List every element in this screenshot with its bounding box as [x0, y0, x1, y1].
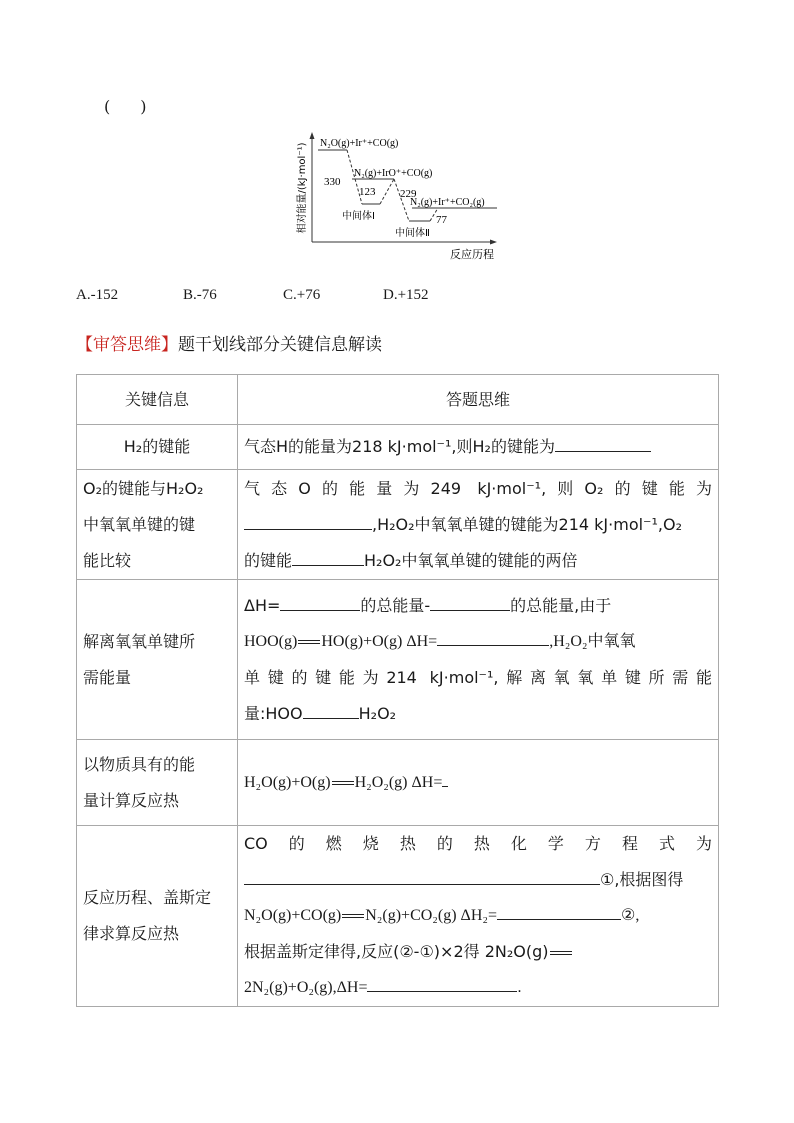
table-row: [77, 740, 719, 826]
equals-arrow: [332, 781, 354, 785]
row2-key: [77, 470, 238, 580]
row4-key-line1: 以物质具有的能: [83, 754, 196, 774]
blank-dh2[interactable]: [497, 905, 621, 920]
row3-key: [77, 580, 238, 740]
equals-arrow: [550, 951, 572, 955]
row3-line4a: 量:HOO: [244, 703, 303, 723]
row5-line2: ①,根据图得: [600, 870, 684, 889]
row3-key-line2: 需能量: [83, 667, 132, 687]
blank-compare[interactable]: [292, 551, 364, 566]
table-row: [77, 425, 719, 470]
table-row: [77, 470, 719, 580]
blank-products[interactable]: [280, 596, 360, 611]
row5-line3b: N₂(g)+CO₂(g) ΔH₂=: [365, 907, 497, 924]
row2-key-line2: 中氧氧单键的键: [83, 514, 196, 534]
option-d[interactable]: D.+152: [383, 287, 429, 303]
equals-arrow: [342, 914, 364, 918]
blank-dh-hoo[interactable]: [437, 631, 549, 646]
row3-line2a: HOO(g): [244, 632, 298, 650]
section-title: 题干划线部分关键信息解读: [178, 335, 382, 355]
paren-open: (: [104, 97, 111, 116]
option-a[interactable]: A.-152: [76, 287, 119, 303]
row5-line4a: 根据盖斯定律得,反应(②-①)×2得 2N₂O(g): [244, 942, 549, 961]
table-row: [77, 580, 719, 740]
analysis-table: [76, 374, 719, 1007]
row4-b: H₂O₂(g) ΔH=: [354, 773, 443, 791]
x-axis-label: 反应历程: [450, 248, 494, 261]
energy-330: 330: [324, 176, 341, 188]
row3-line2b: HO(g)+O(g) ΔH=: [321, 632, 438, 650]
row5-line5b: .: [517, 979, 522, 996]
equals-arrow: [298, 640, 320, 644]
row1-content: [238, 425, 719, 470]
blank-reactants[interactable]: [430, 596, 510, 611]
label-products: N₂(g)+Ir⁺+CO₂(g): [410, 197, 485, 208]
row5-key-line2: 律求算反应热: [83, 924, 180, 943]
row3-key-line1: 解离氧氧单键所: [83, 631, 196, 651]
row4-a: H₂O(g)+O(g): [244, 773, 331, 791]
header-key-info: 关键信息: [77, 375, 238, 425]
row4-key: [77, 740, 238, 826]
option-c[interactable]: C.+76: [283, 287, 321, 303]
table-row: [77, 826, 719, 1007]
energy-77: 77: [436, 214, 447, 226]
row5-content: [238, 826, 719, 1007]
row5-line5a: 2N₂(g)+O₂(g),ΔH=: [244, 979, 368, 996]
paren-close: ): [140, 97, 147, 116]
row3-line3: 单键的键能为214 kJ·mol⁻¹,解离氧氧单键所需能: [244, 667, 712, 687]
answer-parentheses: [104, 97, 147, 116]
row5-line3a: N₂O(g)+CO(g): [244, 907, 342, 924]
row1-text: 气态H的能量为218 kJ·mol⁻¹,则H₂的键能为: [244, 437, 555, 456]
table-header-row: [77, 375, 719, 425]
blank-co-equation[interactable]: [244, 870, 600, 885]
row4-content: [238, 740, 719, 826]
row3-line2c: ,H₂O₂中氧氧: [549, 632, 636, 650]
row2-line3b: H₂O₂中氧氧单键的键能的两倍: [364, 550, 578, 570]
row3-line1b: 的总能量-: [360, 595, 431, 615]
row3-line1c: 的总能量,由于: [510, 595, 612, 615]
row5-line3c: ②,: [620, 907, 640, 924]
x-axis-arrow: [490, 240, 497, 245]
row2-line3a: 的键能: [244, 550, 293, 570]
row5-line1: CO的燃烧热的热化学方程式为: [244, 834, 712, 853]
energy-diagram: [292, 130, 502, 262]
answer-options: [76, 287, 429, 304]
section-tag: 【审答思维】: [76, 335, 178, 355]
header-thinking: 答题思维: [238, 375, 719, 425]
blank-h2-bond[interactable]: [555, 437, 651, 452]
row3-line4b: H₂O₂: [358, 703, 397, 723]
row4-key-line2: 量计算反应热: [83, 790, 180, 810]
row3-content: [238, 580, 719, 740]
row2-line2: ,H₂O₂中氧氧单键的键能为214 kJ·mol⁻¹,O₂: [372, 514, 683, 534]
row3-line1a: ΔH=: [244, 595, 281, 615]
label-intermediate-1: 中间体Ⅰ: [342, 211, 375, 222]
blank-dh-h2o2[interactable]: [442, 772, 448, 787]
row2-content: [238, 470, 719, 580]
row2-line1: 气态O的能量为249 kJ·mol⁻¹,则O₂的键能为: [244, 478, 712, 498]
row1-key: H₂的键能: [77, 425, 238, 470]
row5-key: [77, 826, 238, 1007]
label-mid: N₂(g)+IrO⁺+CO(g): [354, 168, 433, 179]
blank-hoo-compare[interactable]: [303, 704, 359, 719]
energy-123: 123: [359, 186, 376, 198]
section-heading: [76, 330, 382, 355]
option-b[interactable]: B.-76: [183, 287, 217, 303]
blank-dh-final[interactable]: [367, 977, 517, 992]
energy-229: 229: [400, 188, 417, 200]
path-ascent: [380, 179, 394, 204]
label-intermediate-2: 中间体Ⅱ: [395, 228, 430, 239]
label-reactants: N₂O(g)+Ir⁺+CO(g): [320, 138, 399, 149]
y-axis-arrow: [310, 132, 315, 139]
row2-key-line1: O₂的键能与H₂O₂: [83, 478, 204, 498]
blank-o2-bond[interactable]: [244, 515, 372, 530]
row5-key-line1: 反应历程、盖斯定: [83, 888, 212, 907]
path-descent-2: [394, 179, 409, 221]
y-axis-label: 相对能量/(kJ·mol⁻¹): [297, 142, 308, 234]
row2-key-line3: 能比较: [83, 550, 132, 570]
